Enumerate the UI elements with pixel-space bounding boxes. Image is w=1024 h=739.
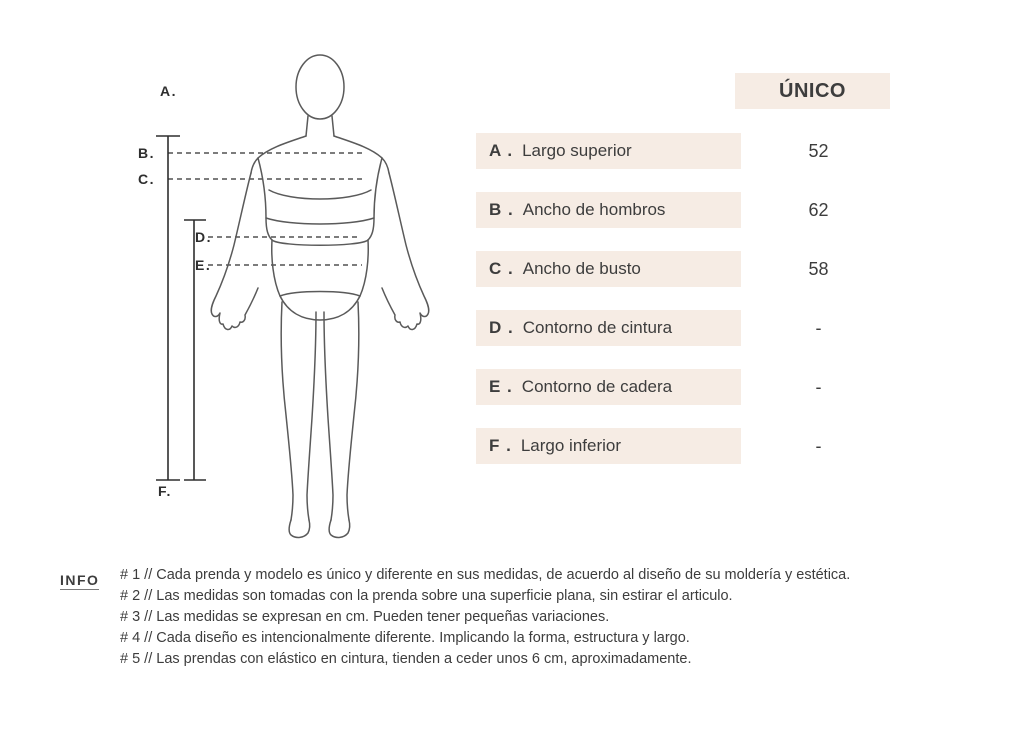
- measurement-name-cell: [476, 133, 741, 169]
- diagram-label-e: E.: [195, 257, 212, 273]
- measurement-letter: B .: [489, 200, 514, 219]
- diagram-label-a: A.: [160, 83, 177, 99]
- diagram-label-b: B.: [138, 145, 155, 161]
- measurement-value: -: [815, 317, 822, 338]
- info-section: [60, 565, 990, 670]
- vertical-measure-axis: [156, 136, 206, 480]
- measurements-table: [476, 133, 896, 487]
- size-chart-diagram: [130, 40, 460, 540]
- measurement-value: 52: [808, 140, 829, 161]
- diagram-label-f: F.: [158, 483, 172, 499]
- measurement-letter: A .: [489, 141, 514, 160]
- measurement-name-cell: [476, 369, 741, 405]
- table-row: [476, 369, 896, 405]
- size-column-header: [735, 73, 890, 109]
- size-column-label: ÚNICO: [779, 79, 846, 102]
- measurement-label: Ancho de hombros: [522, 200, 666, 219]
- table-row: [476, 428, 896, 464]
- measurement-letter: D .: [489, 318, 514, 337]
- measurement-value: 58: [808, 258, 829, 279]
- table-row: [476, 310, 896, 346]
- measurement-label: Largo inferior: [520, 436, 622, 455]
- info-line: # 1 // Cada prenda y modelo es único y diferente en sus medidas, de acuerdo al diseño de su moldería y estética.: [120, 567, 851, 583]
- info-line: # 4 // Cada diseño es intencionalmente diferente. Implicando la forma, estructura y largo.: [120, 630, 690, 646]
- info-lines: [120, 565, 990, 670]
- measurement-letter: C .: [489, 259, 514, 278]
- measurement-name-cell: [476, 251, 741, 287]
- info-line: # 3 // Las medidas se expresan en cm. Pueden tener pequeñas variaciones.: [120, 609, 610, 625]
- mannequin-diagram-svg: [130, 40, 460, 540]
- measurement-name-cell: [476, 310, 741, 346]
- info-line: # 5 // Las prendas con elástico en cintura, tienden a ceder unos 6 cm, aproximadamente.: [120, 651, 692, 667]
- measurement-name-cell: [476, 428, 741, 464]
- diagram-label-d: D.: [195, 229, 212, 245]
- table-row: [476, 192, 896, 228]
- measurement-value: -: [815, 435, 822, 456]
- measurement-label: Largo superior: [522, 141, 632, 160]
- measurement-letter: E .: [489, 377, 513, 396]
- diagram-label-c: C.: [138, 171, 155, 187]
- measurement-value: -: [815, 376, 822, 397]
- measurement-letter: F .: [489, 436, 512, 455]
- measurement-label: Ancho de busto: [522, 259, 641, 278]
- measurement-label: Contorno de cadera: [521, 377, 673, 396]
- info-title: INFO: [60, 572, 100, 588]
- measurement-value: 62: [808, 199, 829, 220]
- measurement-label: Contorno de cintura: [522, 318, 673, 337]
- female-figure-outline: [211, 55, 429, 537]
- table-row: [476, 133, 896, 169]
- table-row: [476, 251, 896, 287]
- measurement-name-cell: [476, 192, 741, 228]
- info-line: # 2 // Las medidas son tomadas con la prenda sobre una superficie plana, sin estirar el articulo.: [120, 588, 733, 604]
